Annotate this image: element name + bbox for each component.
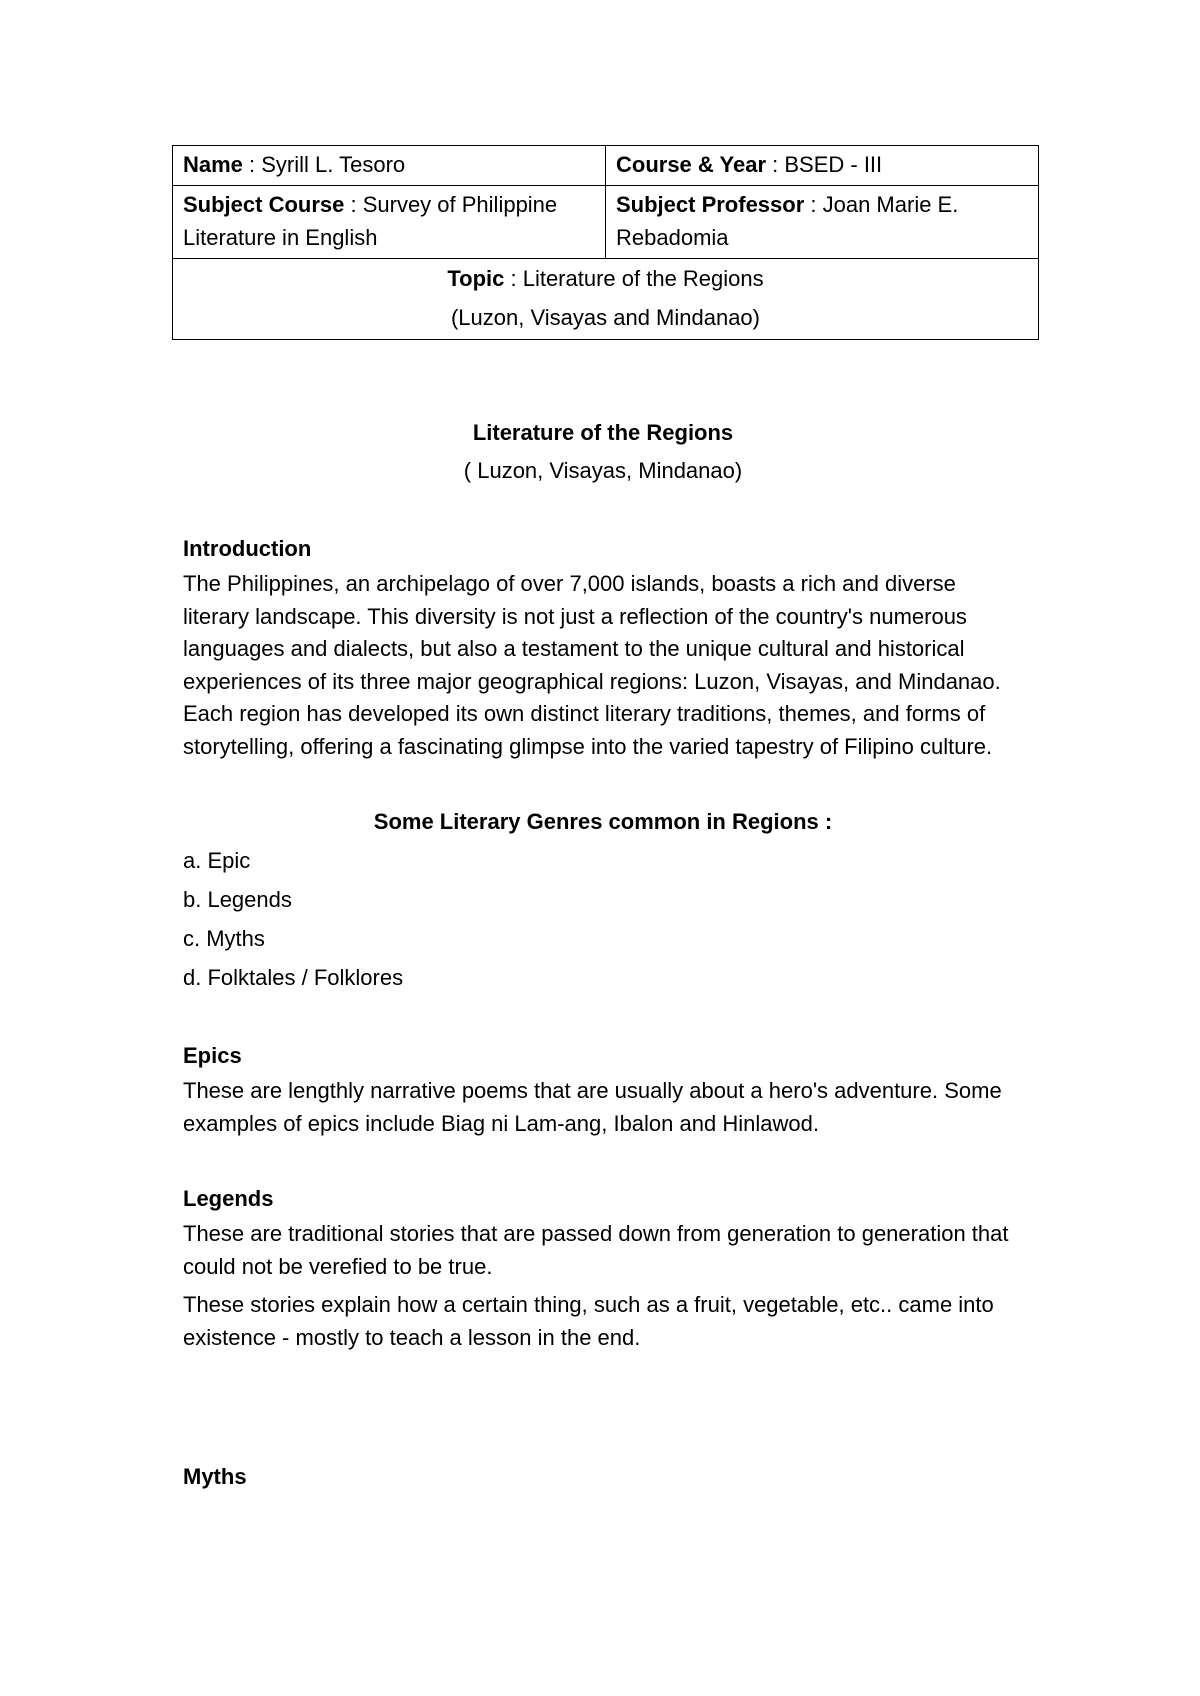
document-subtitle: ( Luzon, Visayas, Mindanao) bbox=[463, 458, 743, 483]
myths-heading: Myths bbox=[183, 1464, 247, 1489]
document-body bbox=[183, 414, 1023, 1496]
topic-cell bbox=[173, 259, 1039, 340]
header-info-table bbox=[172, 145, 1039, 340]
topic-line bbox=[183, 259, 1028, 298]
subject-course-label: Subject Course bbox=[183, 192, 345, 217]
list-item: c. Myths bbox=[183, 926, 265, 951]
name-label: Name bbox=[183, 152, 243, 177]
subject-professor-label: Subject Professor bbox=[616, 192, 805, 217]
course-year-value: : BSED - III bbox=[766, 152, 883, 177]
course-year-label: Course & Year bbox=[616, 152, 767, 177]
legends-text-1: These are traditional stories that are passed down from generation to generation that could not be verefied to be true. bbox=[183, 1221, 1009, 1279]
legends-heading: Legends bbox=[183, 1186, 274, 1211]
epics-heading: Epics bbox=[183, 1043, 242, 1068]
course-year-cell bbox=[606, 146, 1039, 186]
table-row bbox=[173, 146, 1039, 186]
subject-professor-value: : Joan Marie E. Rebadomia bbox=[616, 192, 959, 250]
legends-text-2: These stories explain how a certain thing, such as a fruit, vegetable, etc.. came into existence - mostly to teach a lesson in the end. bbox=[183, 1292, 994, 1350]
genres-heading: Some Literary Genres common in Regions : bbox=[373, 809, 833, 834]
name-value: : Syrill L. Tesoro bbox=[242, 152, 406, 177]
table-row bbox=[173, 259, 1039, 340]
subject-course-value: : Survey of Philippine Literature in English bbox=[183, 192, 558, 250]
introduction-text: The Philippines, an archipelago of over 7,000 islands, boasts a rich and diverse literary landscape. This diversity is not just a reflection of the country's numerous languages and dialects, but also a testament to the unique cultural and historical experiences of its three major geographical regions: Luzon, Visayas, and Mindanao. Each region has developed its own distinct literary traditions, themes, and forms of storytelling, offering a fascinating glimpse into the varied tapestry of Filipino culture. bbox=[183, 571, 1001, 759]
introduction-heading: Introduction bbox=[183, 536, 312, 561]
topic-value: : Literature of the Regions bbox=[504, 266, 764, 291]
topic-line-2: (Luzon, Visayas and Mindanao) bbox=[450, 305, 760, 330]
epics-text: These are lengthly narrative poems that are usually about a hero's adventure. Some examples of epics include Biag ni Lam-ang, Ibalon and Hinlawod. bbox=[183, 1078, 1002, 1136]
table-row bbox=[173, 186, 1039, 259]
document-title: Literature of the Regions bbox=[472, 420, 734, 445]
name-cell bbox=[173, 146, 606, 186]
subject-course-cell bbox=[173, 186, 606, 259]
subject-professor-cell bbox=[606, 186, 1039, 259]
list-item: b. Legends bbox=[183, 887, 292, 912]
list-item: a. Epic bbox=[183, 848, 251, 873]
topic-label: Topic bbox=[447, 266, 505, 291]
list-item: d. Folktales / Folklores bbox=[183, 965, 404, 990]
